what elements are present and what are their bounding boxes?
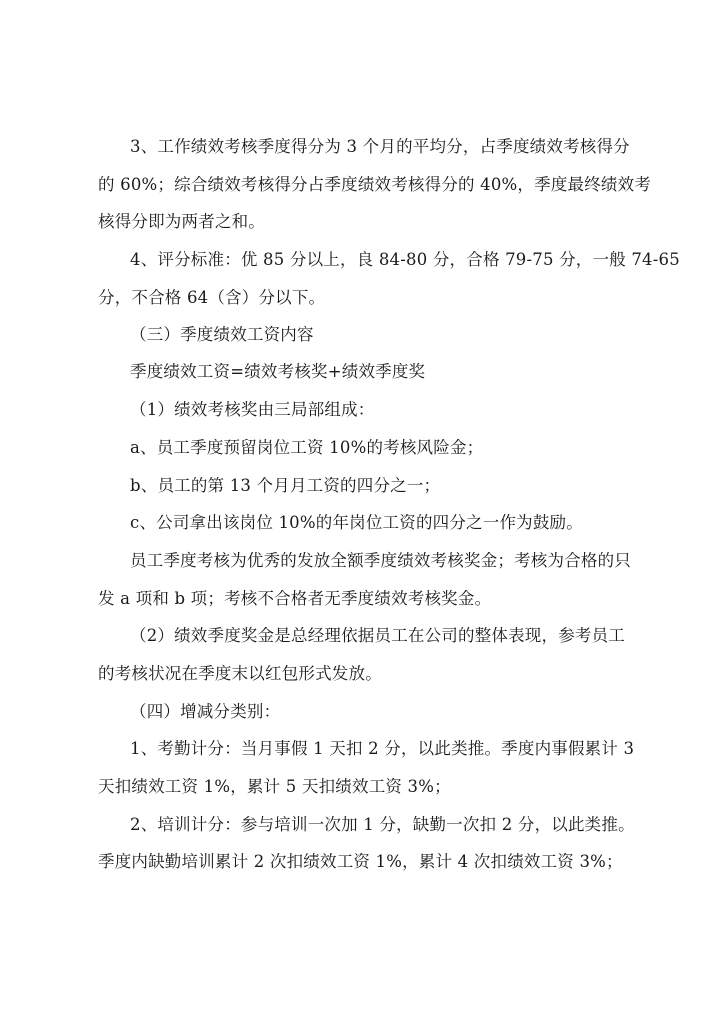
- paragraph-line: 4、评分标准：优 85 分以上，良 84-80 分，合格 79-75 分，一般 74-65: [130, 250, 680, 269]
- list-item-c: c、公司拿出该岗位 10%的年岗位工资的四分之一作为鼓励。: [130, 513, 583, 532]
- section-heading: （三）季度绩效工资内容: [130, 325, 314, 344]
- paragraph-line: 2、培训计分：参与培训一次加 1 分，缺勤一次扣 2 分，以此类推。: [130, 815, 635, 834]
- paragraph-line: 核得分即为两者之和。: [98, 212, 265, 231]
- list-item-b: b、员工的第 13 个月月工资的四分之一；: [130, 476, 441, 495]
- paragraph-line: 员工季度考核为优秀的发放全额季度绩效考核奖金；考核为合格的只: [130, 551, 631, 570]
- paragraph-line: 的 60%；综合绩效考核得分占季度绩效考核得分的 40%，季度最终绩效考: [98, 175, 652, 194]
- paragraph-line: 1、考勤计分：当月事假 1 天扣 2 分，以此类推。季度内事假累计 3: [130, 739, 635, 758]
- paragraph-line: 天扣绩效工资 1%，累计 5 天扣绩效工资 3%；: [98, 777, 451, 796]
- section-heading: （四）增减分类别：: [130, 702, 281, 721]
- formula-line: 季度绩效工资=绩效考核奖+绩效季度奖: [130, 362, 426, 381]
- paragraph-line: （2）绩效季度奖金是总经理依据员工在公司的整体表现，参考员工: [130, 626, 625, 645]
- list-item-a: a、员工季度预留岗位工资 10%的考核风险金；: [130, 438, 484, 457]
- paragraph-line: 的考核状况在季度末以红包形式发放。: [98, 664, 382, 683]
- paragraph-line: 3、工作绩效考核季度得分为 3 个月的平均分，占季度绩效考核得分: [130, 137, 630, 156]
- paragraph-line: 分，不合格 64（含）分以下。: [98, 288, 326, 307]
- paragraph-line: 季度内缺勤培训累计 2 次扣绩效工资 1%，累计 4 次扣绩效工资 3%；: [98, 852, 623, 871]
- subheading-line: （1）绩效考核奖由三局部组成：: [130, 400, 375, 419]
- paragraph-line: 发 a 项和 b 项；考核不合格者无季度绩效考核奖金。: [98, 589, 492, 608]
